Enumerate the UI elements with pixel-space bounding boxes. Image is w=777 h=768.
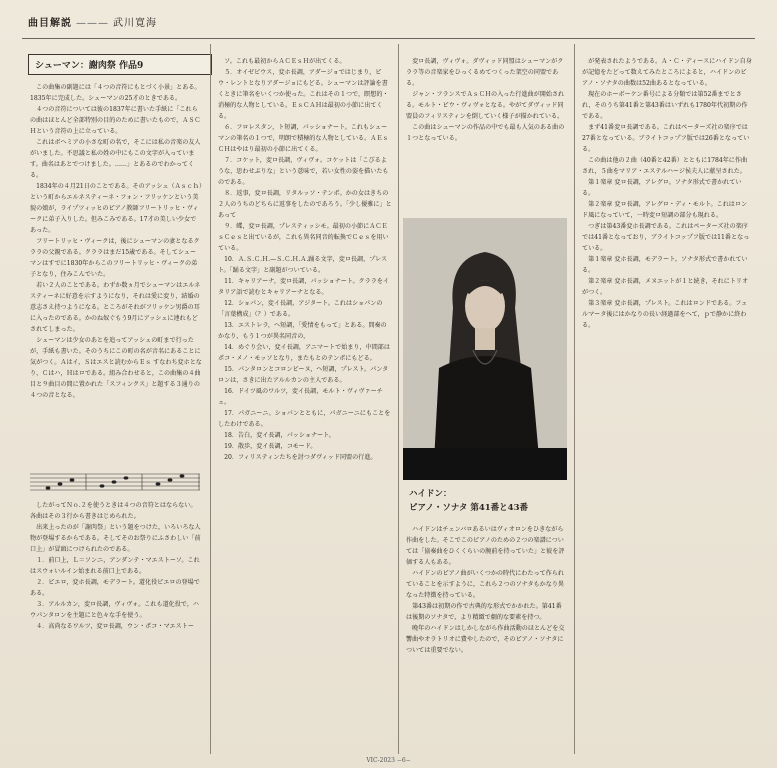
column-1-lower (30, 500, 202, 750)
column-3-top (406, 56, 566, 206)
paragraph: つぎは第43番変ホ長調である。これはペーターズ社の楽序では41番となっており，ブライトコップフ版では11番となっている。 (582, 223, 750, 252)
paragraph: ６．フロレスタン，ト短調，パッショナート。これもシューマンの筆名の１つで，明朗で積極的な人物としている。ＡＥｓＣＨはやはり最初の小節に出てくる。 (218, 124, 389, 153)
paragraph: 11．キャリアーナ，変ロ長調，パッショナート。クララをイタリア語で読むとキャリアーナとなる。 (218, 278, 390, 296)
column-2 (218, 56, 392, 756)
paragraph: 15．パンタロンとコロンビーヌ，ヘ短調，プレスト。パンタロンは，さきに出たアルルカンの主人である。 (218, 366, 389, 384)
paragraph: ７．コケット，変ロ長調，ヴィヴォ。コケットは「こびるような，思わせぶりな」という意味で，若い女性の姿を描いたものである。 (218, 157, 389, 186)
paragraph: この曲はシューマンの作品の中でも最も人気のある曲の１つとなっている。 (406, 124, 565, 142)
paragraph: 第２楽章 変ホ長調，メヌエットが１と続き，それにトリオがつく。 (582, 278, 749, 296)
paragraph: 現在のホーボーケン番号による分類では第52番までとされ，そのうち第41番と第43番はいずれも1780年代初期の作である。 (582, 91, 748, 120)
paragraph: フリートリッヒ・ヴィークは，後にシューマンの妻となるクララの父親である。クララはまだ15歳である。そしてシューマンはすでに1830年からこのフリートリッヒ・ヴィークの弟子となり，住みこんでいた。 (30, 238, 200, 278)
paragraph: 18．告白，変イ長調，パッショナート。 (224, 432, 335, 439)
paragraph: 第１楽章 変ロ長調，アレグロ。ソナタ形式で書かれている。 (582, 179, 742, 197)
paragraph: 17．パガニーニ。ショパンとともに，パガニーニにもことをしたわけである。 (218, 410, 391, 428)
paragraph: この曲は他の２曲（40番と42番）とともに1784年に作曲され，５曲をマリア・エステルハージ侯夫人に献呈された。 (582, 157, 748, 175)
paragraph: ジャン・フランスでＡｓＣＨの入った行進曲が開始される。モルト・ピウ・ヴィヴォとなる。やがてダヴィッド同盟員のフィリスティンを倒していく様子が描かれている。 (406, 91, 565, 120)
paragraph: 13．エストレラ，ヘ短調，「愛情をもって」とある。間奏のかなり，もう１つが異名同音の， (218, 322, 387, 340)
haydn-title-line-1: ハイドン： (409, 489, 452, 499)
schumann-title: シューマン：謝肉祭 作品9 (35, 61, 144, 71)
paragraph: １．前口上，Ｌ＝ソンニ，アンダンテ・マエストーソ。これはスウォいルイン始まれる前口上である。 (30, 557, 200, 575)
column-3-bottom (406, 524, 566, 754)
header (28, 14, 157, 29)
column-4 (582, 56, 752, 756)
paragraph: ５．オイゼビウス，変ホ長調，アダージョではじまり，ピウ・レントとなりアダージョにもどる。シューマンは評論を書くときに筆名をいくつか使った。これはその１つで，瞑想的・消極的な人物としている。ＥｓＣＡＨは最初の小節に出てくる。 (218, 69, 389, 120)
pianist-photo (403, 218, 567, 480)
paragraph: ９．蝶，変ロ長調，プレスティッシモ。最初の小節にＡＣＥｓＣｅｓと出ているが，これも異名同音的転換でＣｅｓを用いている。 (218, 223, 389, 252)
paragraph: 10．Ａ.Ｓ.Ｃ.Ｈ.—Ｓ.Ｃ.Ｈ.Ａ.踊る文字，変ロ長調，プレスト。「踊る文字」と副題がついている。 (218, 256, 388, 274)
header-author: 武川寛海 (113, 18, 157, 29)
pianist-portrait-icon (403, 218, 567, 480)
paragraph: ソ。これも最初からＡＣＥｓＨが出てくる。 (224, 58, 346, 65)
column-divider-3 (574, 44, 575, 754)
paragraph: ハイドンのピアノ曲がいくつかの時代にわたって作られていることを示すように，これら２つのソナタもかなり異なった特徴を持っている。 (406, 570, 565, 599)
column-1 (30, 82, 202, 462)
paragraph: 変ロ長調，ヴィヴォ。ダヴィッド同盟はシューマンがクララ等の音楽家をひっくるめてつくった架空の同盟である。 (406, 58, 564, 87)
header-rule (22, 38, 755, 39)
paragraph: 20．フィリスティンたちを討つダヴィッド同盟の行進。 (224, 454, 377, 461)
paragraph: この曲集の副題には「４つの音符にもとづく小景」とある。1835年に完成した。シューマンの25才のときである。 (30, 84, 201, 102)
schumann-title-box (28, 54, 212, 75)
paragraph: シューマンは少女のあとを追ってアッシュの町まで行ったが，手紙も書いた。そのうちにこの町の名が音名にあることに気がつく。Ａはイ，Ｓはエスと読むからＥｓ すなわち変ホとなり，Ｃはハ，Ｈはロである。組み合わせると，この曲集の４曲目と９曲目の間に置かれた「スフィンクス」と題する３通りの４つの音となる。 (30, 337, 202, 399)
paragraph: 若い２人のことである。わずか数ヵ月でシューマンはエルネスティーネに好意を示すようになり，それは愛に変り，結婚の意志さえ持つようになる。ところがそれがフリッケン男爵の耳に入ったのである。かのね奴ぐもう9月にアッシュに連れもどされてしまった。 (30, 282, 201, 333)
paragraph: 16．ドイツ風のワルツ，変イ長調，モルト・ヴィヴァーチェ。 (218, 388, 383, 406)
paragraph: したがってＮｏ.２を使うときは４つの音符とはならない。各曲はその３行から書きはじめられた。 (30, 502, 197, 520)
paragraph: 第２楽章 変ロ長調，アレグロ・ディ・モルト。これはロンド風になっていて，一時変ロ短調の部分も現れる。 (582, 201, 748, 219)
paragraph: まず41番変ロ長調である。これはペーターズ社の楽序では27番となっている。ブライトコップフ版では26番となっている。 (582, 124, 750, 153)
paragraph: 第43番は初期の作で古典的な形式でかかれた。第41番は後期のソナタで，より精緻で劇的な要素を持つ。 (406, 603, 562, 621)
music-notation (30, 466, 200, 496)
header-label: 曲目解説 (28, 18, 72, 29)
paragraph: 晩年のハイドンはしかしながら作曲活動のほとんどを交響曲やオラトリオに費やしたので，そのピアノ・ソナタについては重要でない。 (406, 625, 565, 654)
header-dash: ——— (76, 18, 109, 29)
haydn-title-box (403, 487, 573, 515)
paragraph: ４．高尚なるワルツ，変ロ長調，ウン・ポコ・マエストー (36, 623, 194, 630)
haydn-title-line-2: ピアノ・ソナタ 第41番と43番 (409, 503, 529, 513)
column-divider-1 (210, 44, 211, 754)
page-footer: VIC-2023 −6− (366, 757, 411, 764)
paragraph: ハイドンはチェンバロあるいはヴィオロンをひきながら作曲をした。そこでこのピアノのための２つの楽譜については「協奏曲をひくくらいの腕前を持っていた」と彼を評価する人もある。 (406, 526, 565, 566)
paragraph: 第３楽章 変ホ長調，プレスト。これはロンドである。フェルマータ後にはかなりの長い経過部をへて，ｐで静かに終わる。 (582, 300, 748, 329)
paragraph: ２．ピエロ，変ホ長調，モデラート。道化役ピエロの登場である。 (30, 579, 200, 597)
paragraph: 19．散歩，変イ長調，コモード。 (224, 443, 317, 450)
paragraph: が発表されたようである。Ａ・Ｃ・ディースにハイドン自身が記憶をたどって数えてみたところによると，ハイドンのピアノ・ソナタの曲数は52曲あるとなっている。 (582, 58, 752, 87)
column-divider-2 (398, 44, 399, 754)
paragraph: これはボヘミアの小さな町の名で，そこには私の音楽の友人がいました。不思議と私の姓の中にもこの文字が入っています。曲名はあとでつけました。……」とあるのでわかってくる。 (30, 139, 201, 179)
paragraph: 14．めぐり会い，変イ長調，アニマートで始まり，中間部はポコ・メノ・モッソとなり，またもとのテンポにもどる。 (218, 344, 390, 362)
paragraph: 1834年の４月21日のことである。そのアッシュ（Ａｓｃｈ）という町からエルネスティーネ・フォン・フリッケンという美貌の娘が，ライプツィッヒのピアノ教師フリートリッヒ・ヴィークに弟子入りした。但みこみである。17才の美しい少女であった。 (30, 183, 202, 234)
paragraph: 12．ショパン，変イ長調，アジタート。これはショパンの「言葉構成」（？）である。 (218, 300, 383, 318)
paragraph: ４つの音符については彼の1837年に書いた手紙に「これらの曲はほとんど全部特別の目的のために書いたもので，ＡＳＣＨという音符の上に立っている。 (30, 106, 201, 135)
paragraph: 出来上ったのが「謝肉祭」という題をつけた，いろいろな人物が登場するからである。そしてそのお祭りにふさわしい「前口上」が冒頭につけられたのである。 (30, 524, 201, 553)
paragraph: ８．返事，変ロ長調，リタルッソ・テンポ。かの女はきちの２人のうちのどちらに返事をしたのであろう。「少し優雅に」とあって (218, 190, 392, 219)
paragraph: ３．アルルカン，変ロ長調，ヴィヴォ。これも道化役で，ハウパンタロンを主題にと色々な手を使う。 (30, 601, 200, 619)
paragraph: 第１楽章 変ホ長調，モデラート。ソナタ形式で書かれている。 (582, 256, 748, 274)
